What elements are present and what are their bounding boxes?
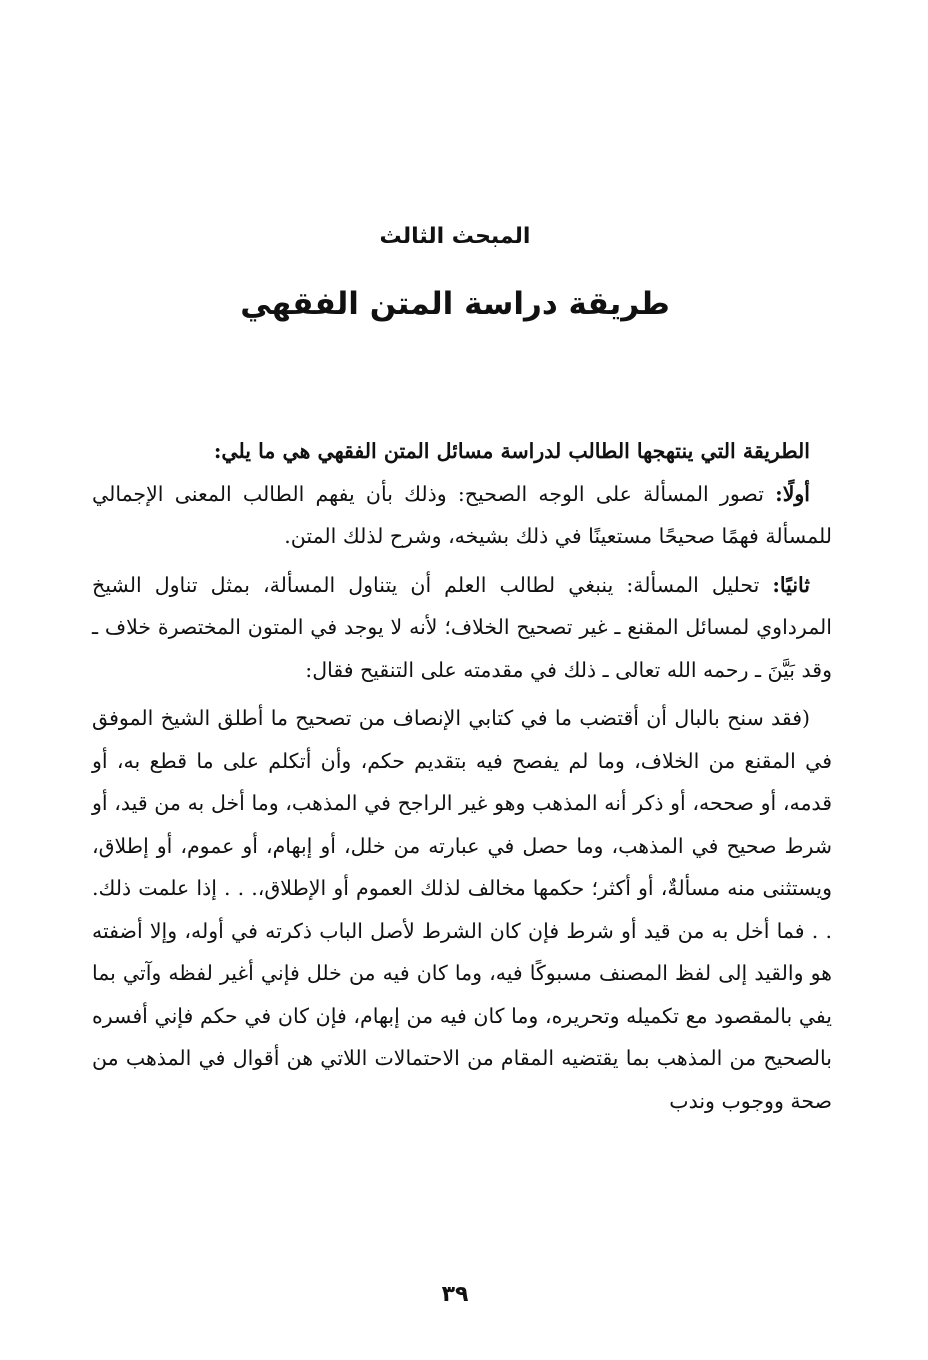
quotation-paragraph: (فقد سنح بالبال أن أقتضب ما في كتابي الإنصاف من تصحيح ما أطلق الشيخ الموفق في المقنع من الخلاف، وما لم يفصح فيه بتقديم حكم، وأن أتكلم على ما قطع به، أو قدمه، أو صححه، أو ذكر أنه المذهب وهو غير الراجح في المذهب، وما أخل به من قيد، أو شرط صحيح في المذهب، وما حصل في عبارته من خلل، أو إبهام، أو عموم، أو إطلاق، ويستثنى منه مسألةٌ، أو أكثر؛ حكمها مخالف لذلك العموم أو الإطلاق،. . . إذا علمت ذلك. . . فما أخل به من قيد أو شرط فإن كان الشرط لأصل الباب ذكرته في أوله، وإلا أضفته هو والقيد إلى لفظ المصنف مسبوكًا فيه، وما كان فيه من خلل فإني أغير لفظه وآتي بما يفي بالمقصود مع تكميله وتحريره، وما كان فيه من إبهام، فإن كان في حكم فإني أفسره بالصحيح من المذهب بما يقتضيه المقام من الاحتمالات اللاتي هن أقوال في المذهب من صحة ووجوب وندب xyxy=(92,706,832,1113)
first-point-label: أولًا: xyxy=(775,481,810,506)
intro-paragraph: الطريقة التي ينتهجها الطالب لدراسة مسائل المتن الفقهي هي ما يلي: xyxy=(213,439,810,463)
second-point-paragraph xyxy=(92,564,832,692)
first-point-paragraph xyxy=(92,473,832,558)
second-point-label: ثانيًا: xyxy=(772,572,810,597)
second-point-text: تحليل المسألة: ينبغي لطالب العلم أن يتناول المسألة، بمثل تناول الشيخ المرداوي لمسائل المقنع ـ غير تصحيح الخلاف؛ لأنه لا يوجد في المتون المختصرة خلاف ـ وقد بَيَّنَ ـ رحمه الله تعالى ـ ذلك في مقدمته على التنقيح فقال: xyxy=(92,572,832,682)
chapter-title: طريقة دراسة المتن الفقهي xyxy=(240,286,670,322)
page-number: ٣٩ xyxy=(441,1282,469,1307)
first-point-text: تصور المسألة على الوجه الصحيح: وذلك بأن يفهم الطالب المعنى الإجمالي للمسألة فهمًا صحيحًا مستعينًا في ذلك بشيخه، وشرح لذلك المتن. xyxy=(92,481,832,548)
section-label: المبحث الثالث xyxy=(379,224,531,249)
body-text xyxy=(92,430,832,1122)
